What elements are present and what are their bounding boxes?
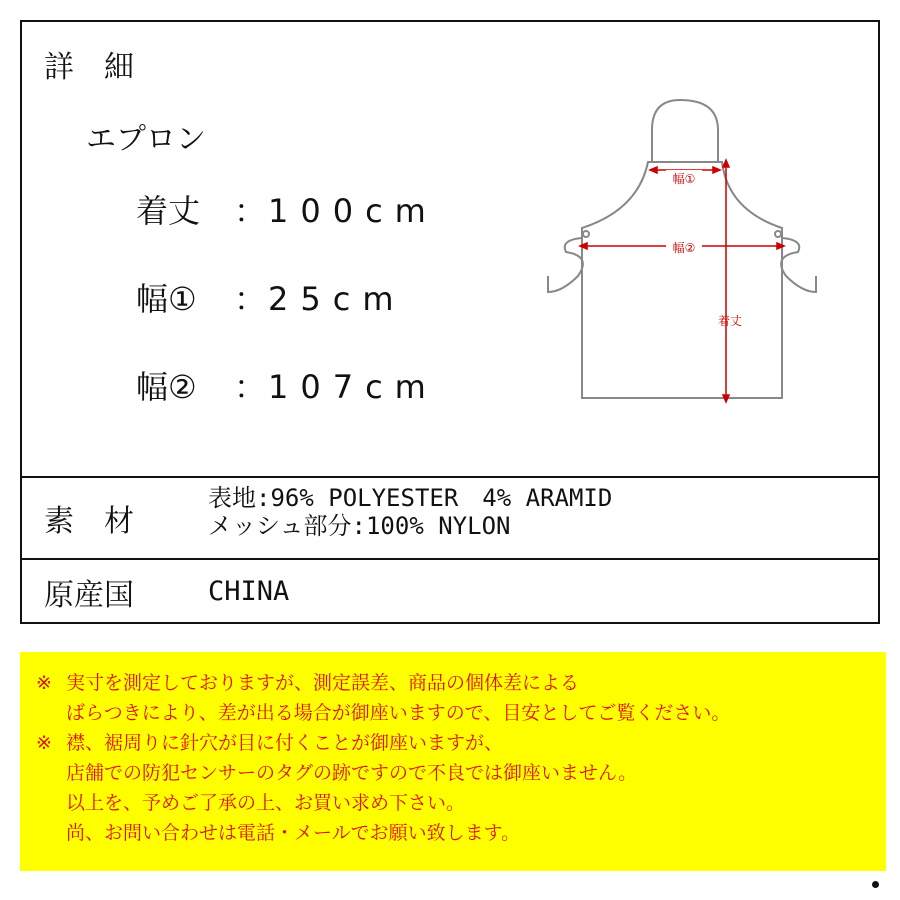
divider (22, 476, 878, 478)
spec-width2 (136, 362, 438, 408)
spec-value: 25cm (268, 280, 406, 318)
spec-colon: ： (234, 368, 267, 406)
notice-text: 実寸を測定しておりますが、測定誤差、商品の個体差による (66, 672, 580, 694)
length-label: 着丈 (717, 314, 743, 328)
notice-text: 以上を、予めご了承の上、お買い求め下さい。 (66, 792, 466, 814)
notice-line (36, 668, 886, 698)
notice-mark: ※ (36, 672, 52, 694)
notice-text: ばらつきにより、差が出る場合が御座いますので、目安としてご覧ください。 (66, 702, 731, 724)
spec-value: 107cm (268, 368, 438, 406)
notice-line (36, 698, 886, 728)
notice-line (36, 728, 886, 758)
notice-line (36, 758, 886, 788)
spec-label: 幅① (136, 280, 197, 318)
notice-text: 襟、裾周りに針穴が目に付くことが御座いますが、 (66, 732, 504, 754)
divider (22, 558, 878, 560)
notice-text: 店舗での防犯センサーのタグの跡ですので不良では御座いません。 (66, 762, 638, 784)
bullet-dot (872, 881, 879, 888)
spec-colon: ： (234, 192, 267, 230)
spec-label: 幅② (136, 368, 197, 406)
arrow-head (723, 160, 729, 167)
product-name: エプロン (86, 122, 206, 157)
spec-width1 (136, 274, 405, 320)
spec-length (136, 186, 438, 232)
right-tie (781, 238, 816, 292)
material-line: メッシュ部分:100% NYLON (208, 512, 511, 540)
material-heading: 素 材 (44, 504, 134, 539)
right-grommet (775, 231, 781, 237)
notice-box (20, 652, 886, 871)
material-line: 表地:96% POLYESTER 4% ARAMID (208, 484, 613, 512)
arrow-head (713, 167, 720, 173)
width1-label: 幅① (672, 172, 696, 186)
notice-line (36, 788, 886, 818)
details-heading: 詳 細 (44, 50, 134, 85)
notice-text: 尚、お問い合わせは電話・メールでお願い致します。 (66, 822, 521, 844)
spec-value: 100cm (268, 192, 438, 230)
left-tie (548, 238, 583, 292)
apron-diagram (530, 80, 850, 420)
origin-heading: 原産国 (44, 578, 134, 613)
neck-strap (652, 100, 718, 162)
spec-colon: ： (234, 280, 267, 318)
notice-mark: ※ (36, 732, 52, 754)
material-lines (208, 484, 612, 540)
spec-label: 着丈 (136, 192, 201, 230)
width2-label: 幅② (672, 241, 696, 255)
arrow-head (650, 167, 657, 173)
arrow-head (723, 395, 729, 402)
left-grommet (583, 231, 589, 237)
apron-body (582, 162, 782, 398)
notice-line (36, 818, 886, 848)
origin-value: CHINA (208, 576, 290, 607)
